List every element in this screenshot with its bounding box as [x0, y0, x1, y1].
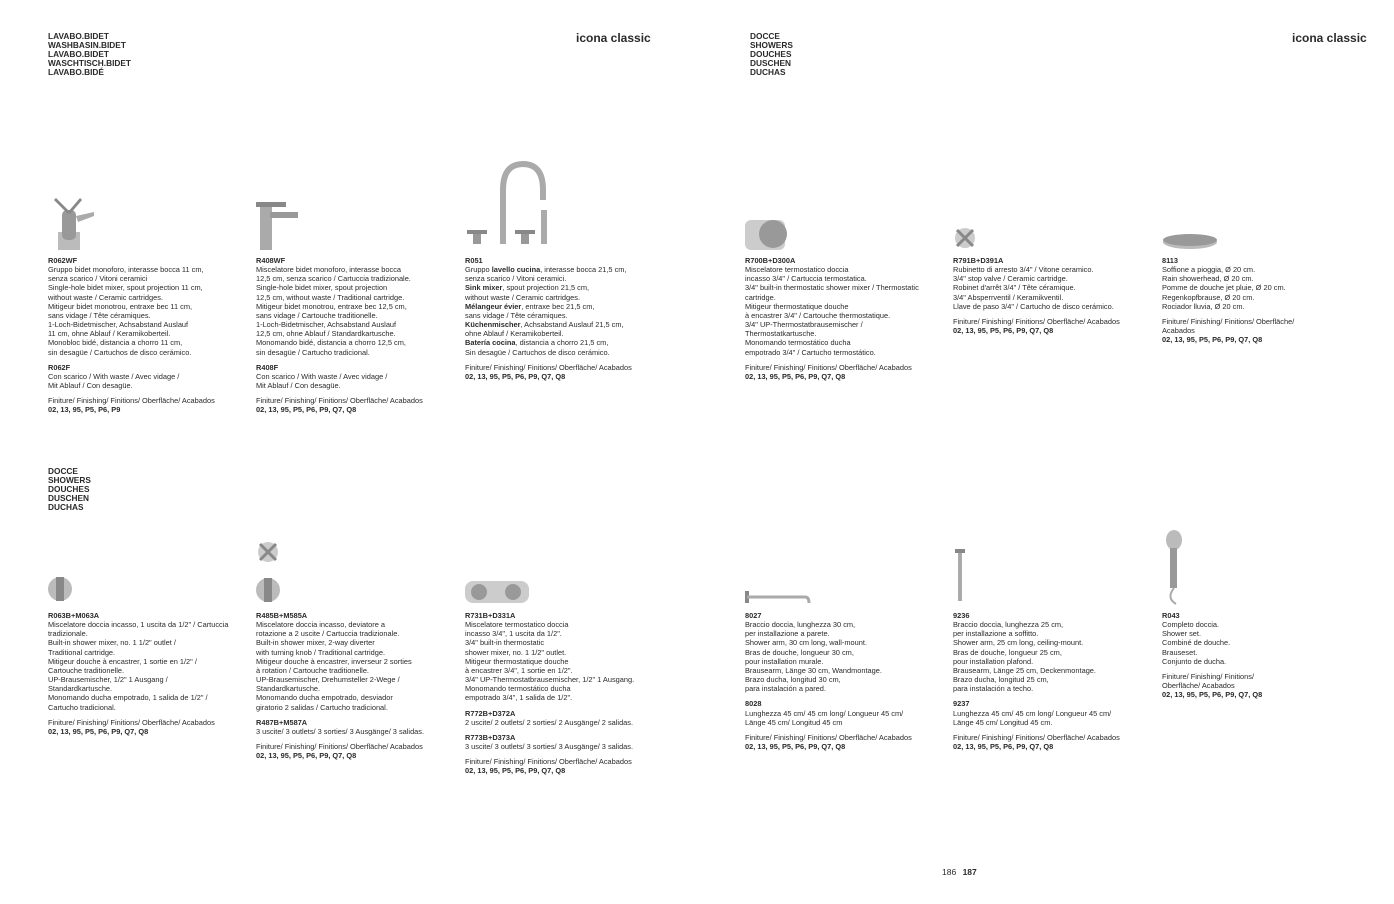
finish-values: 02, 13, 95, P5, P6, P9, Q7, Q8	[256, 751, 357, 761]
variant-code: R062F	[48, 362, 71, 372]
product-description: Rubinetto di arresto 3/4" / Vitone ceramico. 3/4" stop valve / Ceramic cartridge. Robinet d'arrêt 3/4" / Tête céramique. 3/4" Absperrventil / Keramikventil. Llave de paso 3/4" / Cartucho de disco cerámico.	[953, 265, 1114, 311]
product-code: 8027	[745, 611, 762, 620]
right-brand-title: icona classic	[1292, 31, 1367, 45]
ceiling-shower-arm-image	[953, 545, 1153, 605]
header-line: WASHBASIN.BIDET	[48, 40, 126, 50]
product-8027	[745, 545, 945, 751]
shower-mixer-image	[48, 545, 248, 605]
product-code: R063B+M063A	[48, 611, 100, 620]
header-line: DOCCE	[48, 466, 78, 476]
product-description: Completo doccia. Shower set. Combiné de douche. Brauseset. Conjunto de ducha.	[1162, 620, 1231, 666]
header-line: LAVABO.BIDET	[48, 31, 109, 41]
variant-code: R773B+D373A	[465, 732, 516, 742]
header-line: SHOWERS	[48, 475, 91, 485]
variant-description: Con scarico / With waste / Avec vidage / Mit Ablauf / Con desagüe.	[48, 371, 180, 391]
header-line: DOUCHES	[48, 484, 90, 494]
product-r731b	[465, 545, 695, 776]
finish-label: Finiture/ Finishing/ Finitions/ Oberfläche/ Acabados	[1162, 316, 1295, 336]
product-code: R408WF	[256, 256, 286, 265]
shower-mixer-diverter-image	[256, 540, 456, 605]
variant-description: 3 uscite/ 3 outlets/ 3 sorties/ 3 Ausgänge/ 3 salidas.	[256, 726, 425, 736]
finish-label: Finiture/ Finishing/ Finitions/ Oberfläche/ Acabados	[1162, 671, 1255, 691]
finish-values: 02, 13, 95, P5, P6, P9, Q7, Q8	[48, 726, 149, 736]
product-r062wf	[48, 190, 248, 415]
header-line: DUSCHEN	[48, 493, 90, 503]
product-code: R485B+M585A	[256, 611, 308, 620]
product-description: Braccio doccia, lunghezza 30 cm, per installazione a parete. Shower arm, 30 cm long, wall-mount. Bras de douche, longueur 30 cm, pour installation murale. Brausearm, Länge 30 cm, Wandmontage. Brazo ducha, longitud 30 cm, para instalación a pared.	[745, 620, 882, 694]
finish-label: Finiture/ Finishing/ Finitions/ Oberfläche/ Acabados	[48, 396, 215, 406]
product-code: R062WF	[48, 256, 78, 265]
variant-description: 3 uscite/ 3 outlets/ 3 sorties/ 3 Ausgänge/ 3 salidas.	[465, 742, 634, 752]
header-line: DOUCHES	[750, 49, 792, 59]
header-line: LAVABO.BIDET	[48, 49, 109, 59]
product-r408wf	[256, 190, 456, 415]
product-r791b	[953, 190, 1153, 335]
left-section2-header	[48, 467, 91, 512]
finish-values: 02, 13, 95, P5, P6, P9, Q7, Q8	[465, 371, 566, 381]
variant-code: 9237	[953, 699, 970, 709]
product-code: R051	[465, 256, 483, 265]
finish-label: Finiture/ Finishing/ Finitions/ Oberfläche/ Acabados	[256, 742, 423, 752]
variant-description: Con scarico / With waste / Avec vidage / Mit Ablauf / Con desagüe.	[256, 371, 388, 391]
header-line: DUCHAS	[750, 67, 786, 77]
page-number-left: 186	[942, 867, 957, 877]
product-r485b	[256, 540, 456, 760]
finish-values: 02, 13, 95, P5, P6, P9	[48, 405, 121, 415]
rain-showerhead-image	[1162, 190, 1362, 250]
product-r051: R051 Gruppo lavello cucina, interasse bocca 21,5 cm, senza scarico / Vitoni ceramici. Sink mixer, spout projection 21,5 cm, without waste / Ceramic cartridges. Mélangeur évier, entraxe bec 21,5 cm, sans vidage / Tête céramiques. Küchenmischer, Achsabstand Auslauf 21,5 cm, ohne Ablauf / Keramikoberteil. Batería cocina, distancia a chorro 21,5 cm, Sin desagüe / Cartuchos de disco cerámico. Finiture/ Finishing/ Finitions/ Oberfläche/ Acabados 02, 13, 95, P5, P6, P9, Q7, Q8	[465, 160, 695, 381]
thermostatic-mixer-image	[745, 190, 945, 250]
finish-label: Finiture/ Finishing/ Finitions/ Oberfläche/ Acabados	[745, 362, 912, 372]
product-description: Miscelatore doccia incasso, 1 uscita da 1/2" / Cartuccia tradizionale. Built-in shower mixer, no. 1 1/2" outlet / Traditional cartridge. Mitigeur douche à encastrer, 1 sortie en 1/2" / Cartouche traditionelle. UP-Brausemischer, 1/2" 1 Ausgang / Standardkartusche. Monomando ducha empotrado, 1 salida de 1/2" / Cartucho tradicional.	[48, 620, 229, 712]
product-8113	[1162, 190, 1362, 344]
finish-values: 02, 13, 95, P5, P6, P9, Q7, Q8	[953, 326, 1054, 336]
finish-label: Finiture/ Finishing/ Finitions/ Oberfläche/ Acabados	[953, 316, 1120, 326]
product-code: R043	[1162, 611, 1180, 620]
right-section-header	[750, 32, 793, 77]
product-code: R731B+D331A	[465, 611, 516, 620]
product-r700b	[745, 190, 945, 381]
product-r043	[1162, 530, 1362, 699]
variant-code: R487B+M587A	[256, 717, 308, 727]
stop-valve-image	[953, 190, 1153, 250]
header-line: DUSCHEN	[750, 58, 792, 68]
product-description: Miscelatore doccia incasso, deviatore a rotazione a 2 uscite / Cartuccia tradizionale. Built-in shower mixer, 2-way diverter with turning knob / Traditional cartridge. Mitigeur douche à encastrer, inverseur 2 sorties à rotation / Cartouche traditionelle. UP-Brausemischer, Drehumsteller 2-Wege / Standardkartusche. Monomando ducha empotrado, desviador giratorio 2 salidas / Cartucho tradicional.	[256, 620, 412, 712]
product-description: Braccio doccia, lunghezza 25 cm, per installazione a soffitto. Shower arm, 25 cm long, ceiling-mount. Bras de douche, longueur 25 cm, pour installation plafond. Brausearm, Länge 25 cm, Deckenmontage. Brazo ducha, longitud 25 cm, para instalación a techo.	[953, 620, 1096, 694]
header-line: LAVABO.BIDÉ	[48, 67, 104, 77]
product-code: 8113	[1162, 256, 1179, 265]
kitchen-mixer-image	[465, 160, 695, 250]
variant-code: 8028	[745, 699, 762, 709]
finish-label: Finiture/ Finishing/ Finitions/ Oberfläche/ Acabados	[745, 732, 912, 742]
left-section-header	[48, 32, 131, 77]
product-code: 9236	[953, 611, 970, 620]
finish-label: Finiture/ Finishing/ Finitions/ Oberfläche/ Acabados	[465, 362, 632, 372]
product-r063b	[48, 545, 248, 736]
page-numbers	[942, 867, 977, 877]
finish-label: Finiture/ Finishing/ Finitions/ Oberfläche/ Acabados	[953, 732, 1120, 742]
product-description: Soffione a pioggia, Ø 20 cm. Rain showerhead, Ø 20 cm. Pomme de douche jet pluie, Ø 20 cm. Regenkopfbrause, Ø 20 cm. Rociador lluvia, Ø 20 cm.	[1162, 265, 1286, 311]
finish-values: 02, 13, 95, P5, P6, P9, Q7, Q8	[745, 742, 846, 752]
finish-label: Finiture/ Finishing/ Finitions/ Oberfläche/ Acabados	[48, 717, 215, 727]
product-9236	[953, 545, 1153, 751]
finish-values: 02, 13, 95, P5, P6, P9, Q7, Q8	[465, 766, 566, 776]
finish-label: Finiture/ Finishing/ Finitions/ Oberfläche/ Acabados	[465, 757, 632, 767]
header-line: DOCCE	[750, 31, 780, 41]
product-description: Miscelatore termostatico doccia incasso 3/4" / Cartuccia termostatica. 3/4" built-in thermostatic shower mixer / Thermostatic cartridge. Mitigeur thermostatique douche à encastrer 3/4" / Cartouche thermostatique. 3/4" UP-Thermostatbrausemischer / Thermostatkartusche. Monomando termostático ducha empotrado 3/4" / Cartucho termostático.	[745, 265, 919, 357]
bidet-mixer-image	[256, 190, 456, 250]
header-line: SHOWERS	[750, 40, 793, 50]
bidet-mixer-image	[48, 190, 248, 250]
left-brand-title: icona classic	[576, 31, 651, 45]
finish-values: 02, 13, 95, P5, P6, P9, Q7, Q8	[953, 742, 1054, 752]
page-number-right: 187	[962, 867, 977, 877]
finish-values: 02, 13, 95, P5, P6, P9, Q7, Q8	[1162, 690, 1263, 700]
shower-arm-image	[745, 545, 945, 605]
variant-description: Lunghezza 45 cm/ 45 cm long/ Longueur 45 cm/ Länge 45 cm/ Longitud 45 cm.	[953, 708, 1112, 727]
variant-description: 2 uscite/ 2 outlets/ 2 sorties/ 2 Ausgänge/ 2 salidas.	[465, 717, 634, 727]
product-code: R700B+D300A	[745, 256, 796, 265]
shower-set-image	[1162, 530, 1362, 605]
variant-code: R772B+D372A	[465, 708, 516, 718]
product-description: Miscelatore termostatico doccia incasso 3/4", 1 uscita da 1/2". 3/4" built-in thermostatic shower mixer, no. 1 1/2" outlet. Mitigeur thermostatique douche à encastrer 3/4", 1 sortie en 1/2". 3/4" UP-Thermostatbrausemischer, 1/2" 1 Ausgang. Monomando termostático ducha empotrado 3/4", 1 salida de 1/2".	[465, 620, 635, 703]
header-line: WASCHTISCH.BIDET	[48, 58, 131, 68]
finish-values: 02, 13, 95, P5, P6, P9, Q7, Q8	[1162, 335, 1263, 345]
finish-values: 02, 13, 95, P5, P6, P9, Q7, Q8	[745, 371, 846, 381]
finish-values: 02, 13, 95, P5, P6, P9, Q7, Q8	[256, 405, 357, 415]
product-code: R791B+D391A	[953, 256, 1004, 265]
thermostatic-shower-mixer-image	[465, 545, 695, 605]
product-description: Gruppo bidet monoforo, interasse bocca 11 cm, senza scarico / Vitoni ceramici Single-hole bidet mixer, spout projection 11 cm, without waste / Ceramic cartridges. Mitigeur bidet monotrou, entraxe bec 11 cm, sans vidage / Tête céramiques. 1-Loch-Bidetmischer, Achsabstand Auslauf 11 cm, ohne Ablauf / Keramikoberteil. Monobloc bidé, distancia a chorro 11 cm, sin desagüe / Cartuchos de disco cerámico.	[48, 265, 204, 357]
product-description: Miscelatore bidet monoforo, interasse bocca 12,5 cm, senza scarico / Cartuccia tradizionale. Single-hole bidet mixer, spout projection 12,5 cm, without waste / Traditional cartridge. Mitigeur bidet monotrou, entraxe bec 12,5 cm, sans vidage / Cartouche traditionelle. 1-Loch-Bidetmischer, Achsabstand Auslauf 12,5 cm, ohne Ablauf / Standardkartusche. Monomando bidé, distancia a chorro 12,5 cm, sin desagüe / Cartucho tradicional.	[256, 265, 411, 357]
header-line: DUCHAS	[48, 502, 84, 512]
variant-description: Lunghezza 45 cm/ 45 cm long/ Longueur 45 cm/ Länge 45 cm/ Longitud 45 cm	[745, 708, 904, 727]
variant-code: R408F	[256, 362, 279, 372]
finish-label: Finiture/ Finishing/ Finitions/ Oberfläche/ Acabados	[256, 396, 423, 406]
